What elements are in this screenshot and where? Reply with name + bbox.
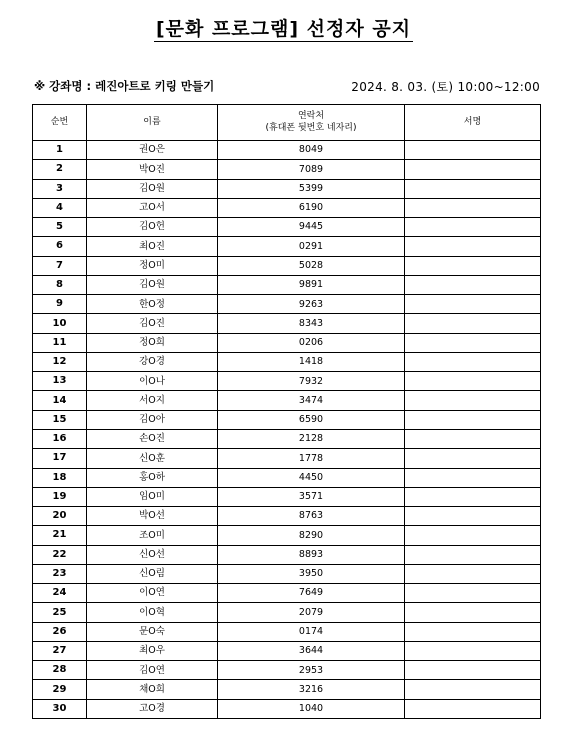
cell-phone: 8343 <box>218 314 405 333</box>
cell-phone: 3950 <box>218 564 405 583</box>
table-row <box>33 603 541 622</box>
cell-name: 박O선 <box>87 507 218 526</box>
table-row <box>33 564 541 583</box>
cell-no: 30 <box>33 699 87 718</box>
cell-signature <box>405 603 541 622</box>
cell-phone: 5399 <box>218 179 405 198</box>
cell-phone: 0206 <box>218 333 405 352</box>
table-row <box>33 680 541 699</box>
cell-no: 26 <box>33 622 87 641</box>
cell-no: 25 <box>33 603 87 622</box>
cell-phone: 2079 <box>218 603 405 622</box>
cell-no: 3 <box>33 179 87 198</box>
cell-no: 28 <box>33 661 87 680</box>
table-row <box>33 584 541 603</box>
table-row <box>33 179 541 198</box>
page-title-text: [문화 프로그램] 선정자 공지 <box>155 18 412 40</box>
cell-phone: 9263 <box>218 295 405 314</box>
table-row <box>33 295 541 314</box>
cell-no: 13 <box>33 372 87 391</box>
cell-phone: 8763 <box>218 507 405 526</box>
cell-name: 김O원 <box>87 179 218 198</box>
cell-phone: 1040 <box>218 699 405 718</box>
cell-signature <box>405 198 541 217</box>
table-row <box>33 429 541 448</box>
table-row <box>33 526 541 545</box>
cell-signature <box>405 179 541 198</box>
header-contact <box>218 105 405 141</box>
cell-name: 손O진 <box>87 429 218 448</box>
cell-no: 24 <box>33 584 87 603</box>
cell-phone: 5028 <box>218 256 405 275</box>
cell-name: 최O우 <box>87 641 218 660</box>
table-row <box>33 275 541 294</box>
cell-signature <box>405 160 541 179</box>
cell-no: 23 <box>33 564 87 583</box>
cell-name: 문O숙 <box>87 622 218 641</box>
cell-phone: 2953 <box>218 661 405 680</box>
cell-name: 김O진 <box>87 314 218 333</box>
table-row <box>33 487 541 506</box>
cell-phone: 7932 <box>218 372 405 391</box>
cell-signature <box>405 141 541 160</box>
cell-signature <box>405 449 541 468</box>
cell-signature <box>405 372 541 391</box>
cell-name: 홍O하 <box>87 468 218 487</box>
header-no: 순번 <box>33 105 87 141</box>
cell-signature <box>405 622 541 641</box>
cell-name: 이O연 <box>87 584 218 603</box>
table-row <box>33 352 541 371</box>
cell-no: 6 <box>33 237 87 256</box>
cell-signature <box>405 352 541 371</box>
table-row <box>33 218 541 237</box>
cell-no: 10 <box>33 314 87 333</box>
table-body <box>33 141 541 719</box>
cell-no: 18 <box>33 468 87 487</box>
cell-name: 권O은 <box>87 141 218 160</box>
cell-phone: 0174 <box>218 622 405 641</box>
table-row <box>33 372 541 391</box>
cell-name: 정O미 <box>87 256 218 275</box>
cell-signature <box>405 641 541 660</box>
cell-signature <box>405 429 541 448</box>
cell-name: 신O선 <box>87 545 218 564</box>
cell-no: 16 <box>33 429 87 448</box>
cell-no: 20 <box>33 507 87 526</box>
cell-name: 이O혁 <box>87 603 218 622</box>
cell-phone: 3571 <box>218 487 405 506</box>
cell-name: 고O서 <box>87 198 218 217</box>
cell-no: 29 <box>33 680 87 699</box>
cell-no: 11 <box>33 333 87 352</box>
cell-phone: 4450 <box>218 468 405 487</box>
cell-signature <box>405 333 541 352</box>
cell-phone: 3216 <box>218 680 405 699</box>
course-name: ※ 강좌명 : 레진아트로 키링 만들기 <box>34 79 215 93</box>
table-row <box>33 641 541 660</box>
course-datetime: 2024. 8. 03. (토) 10:00~12:00 <box>351 80 540 94</box>
table-row <box>33 507 541 526</box>
cell-name: 정O희 <box>87 333 218 352</box>
cell-phone: 3644 <box>218 641 405 660</box>
cell-signature <box>405 314 541 333</box>
cell-phone: 7649 <box>218 584 405 603</box>
cell-no: 9 <box>33 295 87 314</box>
cell-no: 2 <box>33 160 87 179</box>
cell-no: 19 <box>33 487 87 506</box>
table-row <box>33 699 541 718</box>
cell-signature <box>405 237 541 256</box>
cell-phone: 1778 <box>218 449 405 468</box>
table-row <box>33 333 541 352</box>
cell-signature <box>405 564 541 583</box>
cell-signature <box>405 545 541 564</box>
header-contact-line1: 연락처 <box>297 111 325 121</box>
cell-signature <box>405 584 541 603</box>
table-row <box>33 391 541 410</box>
cell-no: 8 <box>33 275 87 294</box>
cell-signature <box>405 391 541 410</box>
cell-phone: 8049 <box>218 141 405 160</box>
table-row <box>33 141 541 160</box>
cell-name: 조O미 <box>87 526 218 545</box>
cell-no: 12 <box>33 352 87 371</box>
table-row <box>33 449 541 468</box>
cell-phone: 6590 <box>218 410 405 429</box>
cell-name: 한O정 <box>87 295 218 314</box>
cell-signature <box>405 526 541 545</box>
cell-name: 신O림 <box>87 564 218 583</box>
cell-phone: 3474 <box>218 391 405 410</box>
cell-name: 서O지 <box>87 391 218 410</box>
cell-name: 김O아 <box>87 410 218 429</box>
cell-no: 5 <box>33 218 87 237</box>
course-info <box>34 78 540 96</box>
cell-signature <box>405 218 541 237</box>
cell-no: 15 <box>33 410 87 429</box>
cell-phone: 1418 <box>218 352 405 371</box>
cell-name: 김O헌 <box>87 218 218 237</box>
table-row <box>33 314 541 333</box>
cell-signature <box>405 487 541 506</box>
cell-no: 4 <box>33 198 87 217</box>
cell-no: 7 <box>33 256 87 275</box>
cell-phone: 9891 <box>218 275 405 294</box>
cell-name: 임O미 <box>87 487 218 506</box>
table-header-row <box>33 105 541 141</box>
cell-name: 박O진 <box>87 160 218 179</box>
cell-signature <box>405 410 541 429</box>
cell-no: 1 <box>33 141 87 160</box>
table-row <box>33 622 541 641</box>
table-row <box>33 237 541 256</box>
cell-name: 채O희 <box>87 680 218 699</box>
table-row <box>33 256 541 275</box>
cell-signature <box>405 507 541 526</box>
cell-phone: 8290 <box>218 526 405 545</box>
header-name: 이름 <box>87 105 218 141</box>
cell-phone: 9445 <box>218 218 405 237</box>
selection-table <box>32 104 541 719</box>
cell-no: 27 <box>33 641 87 660</box>
cell-phone: 6190 <box>218 198 405 217</box>
cell-name: 김O연 <box>87 661 218 680</box>
cell-name: 이O나 <box>87 372 218 391</box>
cell-name: 신O훈 <box>87 449 218 468</box>
cell-no: 22 <box>33 545 87 564</box>
table-row <box>33 661 541 680</box>
cell-signature <box>405 680 541 699</box>
cell-no: 17 <box>33 449 87 468</box>
header-contact-line2: (휴대폰 뒷번호 네자리) <box>265 123 357 133</box>
cell-phone: 7089 <box>218 160 405 179</box>
cell-phone: 0291 <box>218 237 405 256</box>
cell-phone: 8893 <box>218 545 405 564</box>
cell-name: 김O원 <box>87 275 218 294</box>
table-row <box>33 468 541 487</box>
table-row <box>33 545 541 564</box>
cell-signature <box>405 699 541 718</box>
cell-signature <box>405 256 541 275</box>
cell-name: 최O진 <box>87 237 218 256</box>
cell-signature <box>405 295 541 314</box>
cell-signature <box>405 661 541 680</box>
cell-no: 14 <box>33 391 87 410</box>
cell-name: 고O경 <box>87 699 218 718</box>
table-row <box>33 160 541 179</box>
table-row <box>33 410 541 429</box>
header-signature: 서명 <box>405 105 541 141</box>
table-row <box>33 198 541 217</box>
cell-signature <box>405 468 541 487</box>
cell-phone: 2128 <box>218 429 405 448</box>
cell-no: 21 <box>33 526 87 545</box>
page-title <box>0 14 567 41</box>
cell-signature <box>405 275 541 294</box>
cell-name: 강O경 <box>87 352 218 371</box>
